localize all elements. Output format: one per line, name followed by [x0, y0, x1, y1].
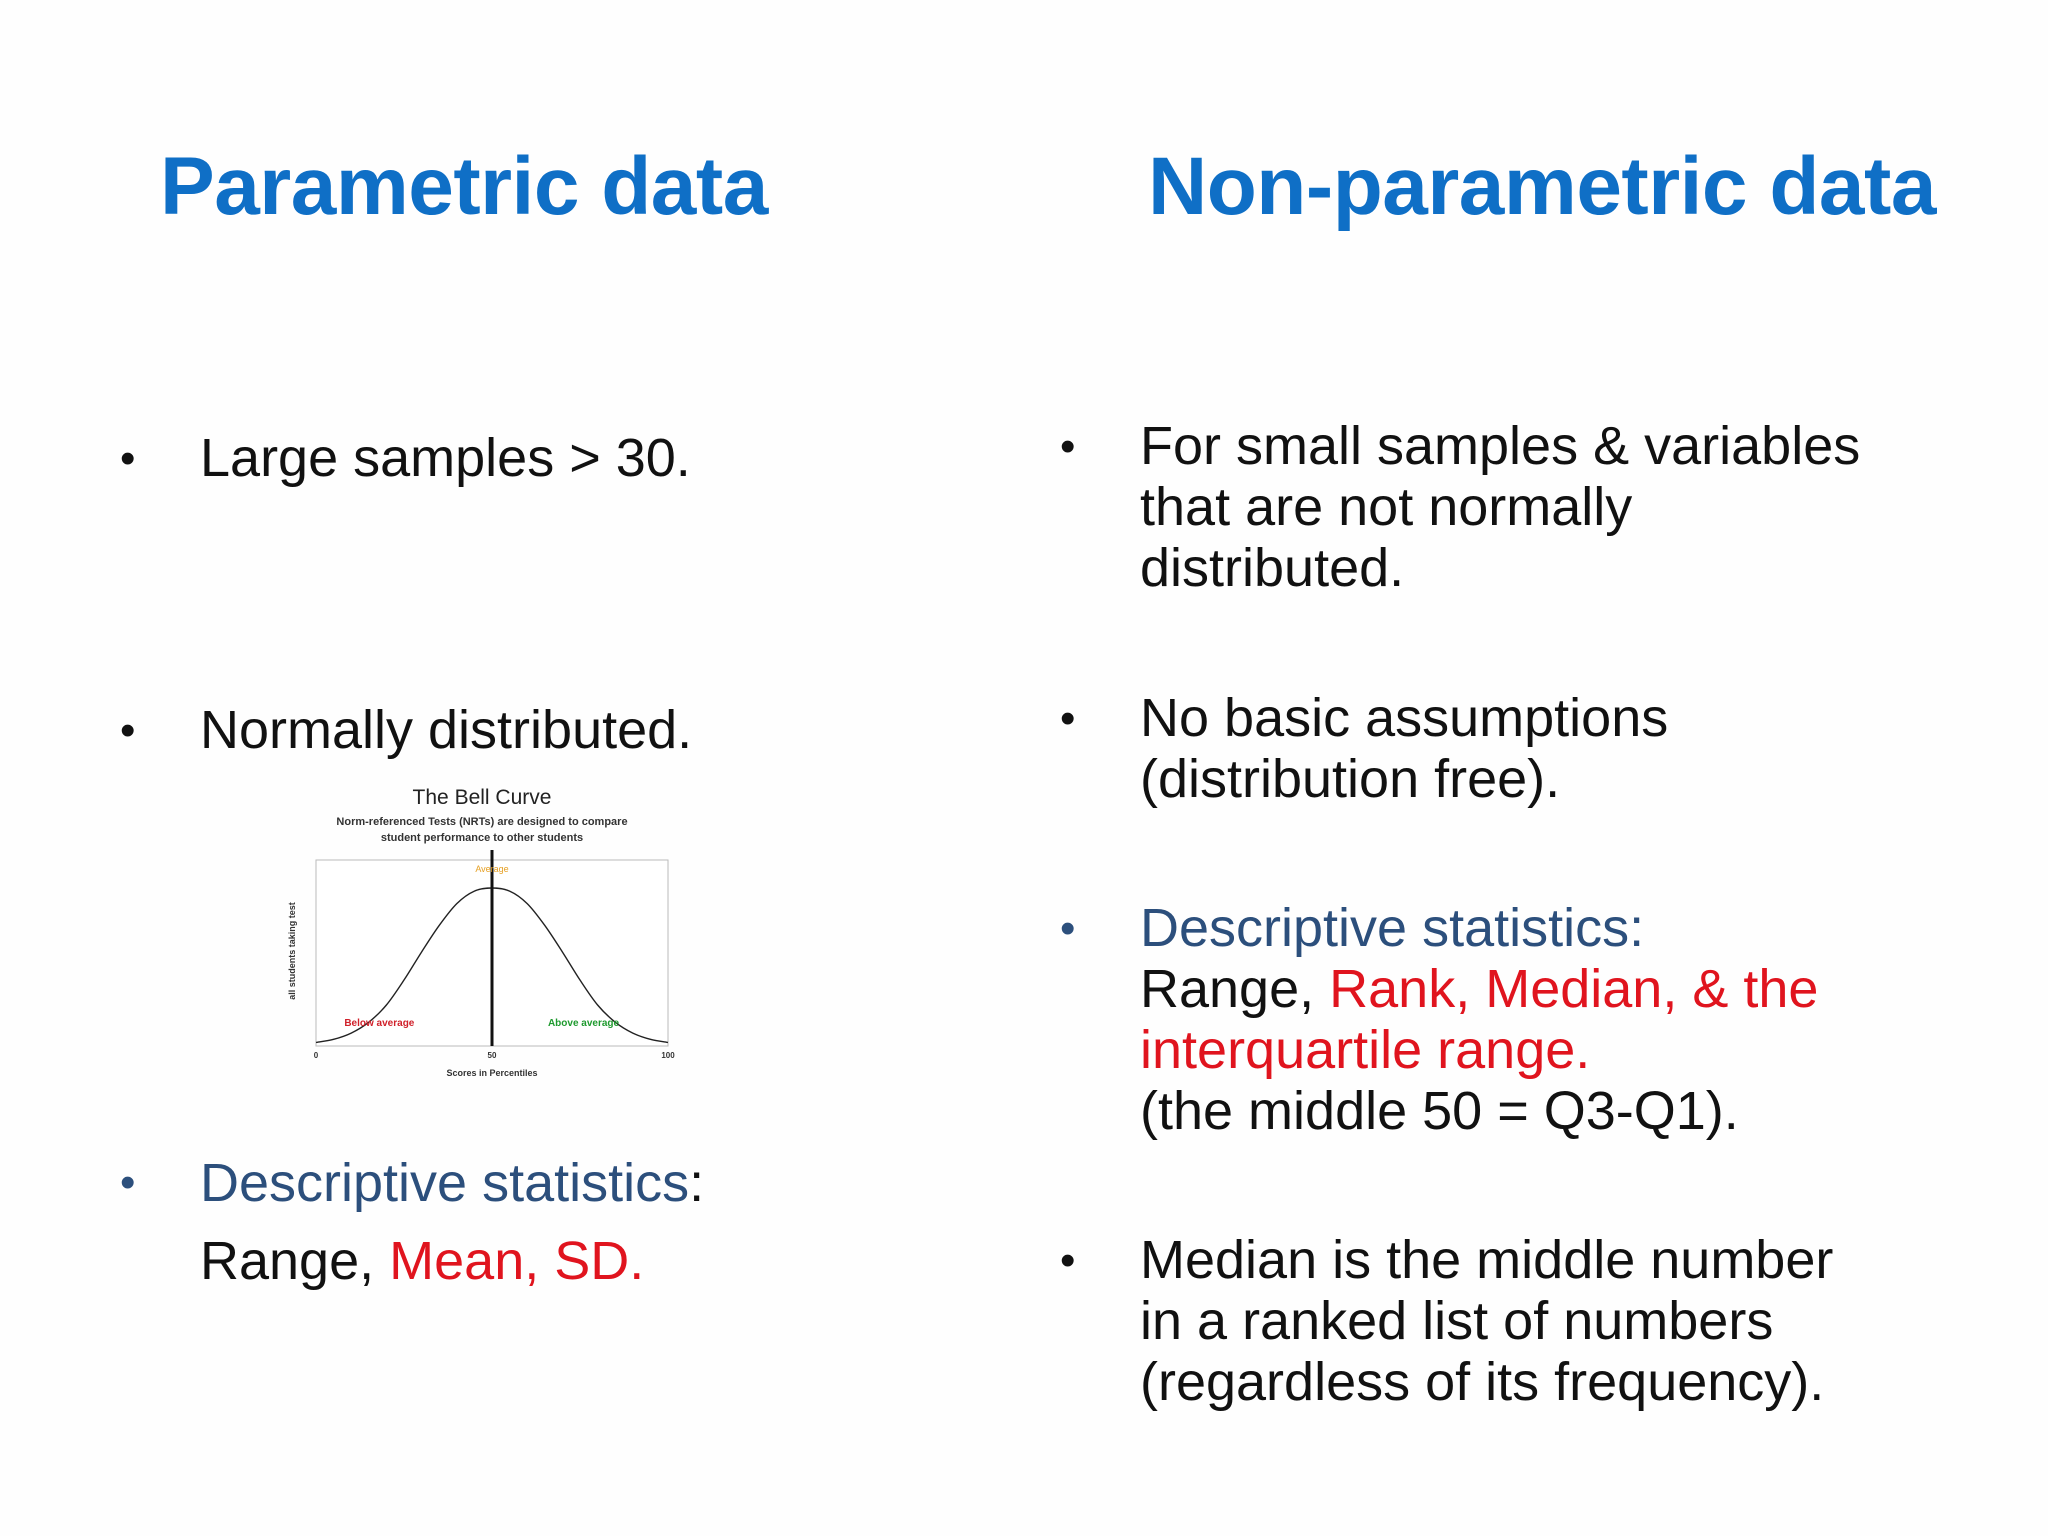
bullet-text: Normally distributed. [200, 700, 693, 760]
range-text: Range, [1140, 959, 1330, 1019]
chart-y-axis-label: all students taking test [287, 902, 297, 1000]
bullet-line: in a ranked list of numbers [1140, 1291, 1774, 1351]
chart-title: The Bell Curve [412, 786, 552, 809]
bullet-icon: • [1060, 904, 1076, 953]
x-tick-label: 0 [313, 1051, 319, 1060]
left-heading: Parametric data [160, 141, 768, 232]
descriptive-colon: : [689, 1153, 705, 1213]
descriptive-label: Descriptive statistics [200, 1153, 690, 1213]
bullet-line: that are not normally [1140, 477, 1633, 537]
below-average-label: Below average [344, 1018, 415, 1029]
descriptive-label: Descriptive statistics: [1140, 898, 1645, 958]
above-average-label: Above average [547, 1018, 620, 1029]
bullet-line: (regardless of its frequency). [1140, 1352, 1825, 1412]
x-tick-label: 100 [661, 1051, 675, 1060]
bullet-text: Large samples > 30. [200, 428, 691, 488]
range-text: Range, [200, 1231, 390, 1291]
bullet-text-block [1140, 898, 1818, 1142]
middle-50-text: (the middle 50 = Q3-Q1). [1140, 1081, 1739, 1141]
bell-curve-chart [282, 786, 682, 1086]
bullet-icon: • [120, 706, 136, 755]
bullet-icon: • [120, 434, 136, 483]
chart-subtitle-line-1: Norm-referenced Tests (NRTs) are designed to compare [336, 816, 628, 828]
x-tick-label: 50 [487, 1051, 497, 1060]
bullet-line: distributed. [1140, 538, 1405, 598]
x-axis-label: Scores in Percentiles [446, 1068, 538, 1078]
chart-subtitle-line-2: student performance to other students [380, 832, 584, 844]
bullet-text-block [1140, 1230, 1833, 1413]
bullet-text-block [1140, 416, 1860, 599]
bullet-icon: • [1060, 1236, 1076, 1285]
bullet-icon: • [1060, 694, 1076, 743]
descriptive-line-2 [1140, 959, 1818, 1020]
right-heading: Non-parametric data [1148, 141, 1936, 232]
rank-median-text: Rank, Median, & the [1329, 959, 1819, 1019]
bullet-icon: • [120, 1158, 136, 1207]
bullet-icon: • [1060, 422, 1076, 471]
bullet-line: (distribution free). [1140, 749, 1561, 809]
interquartile-text: interquartile range. [1140, 1020, 1591, 1080]
mean-sd-text: Mean, SD. [389, 1231, 645, 1291]
descriptive-line-2 [200, 1222, 704, 1300]
bell-curve-plot [282, 786, 682, 1086]
bullet-line: Median is the middle number [1140, 1230, 1834, 1290]
average-label: Average [475, 864, 509, 874]
bullet-text-block [200, 1144, 704, 1300]
descriptive-line-1 [200, 1144, 704, 1222]
bullet-line: For small samples & variables [1140, 416, 1861, 476]
bullet-text-block [1140, 688, 1668, 810]
bullet-line: No basic assumptions [1140, 688, 1669, 748]
